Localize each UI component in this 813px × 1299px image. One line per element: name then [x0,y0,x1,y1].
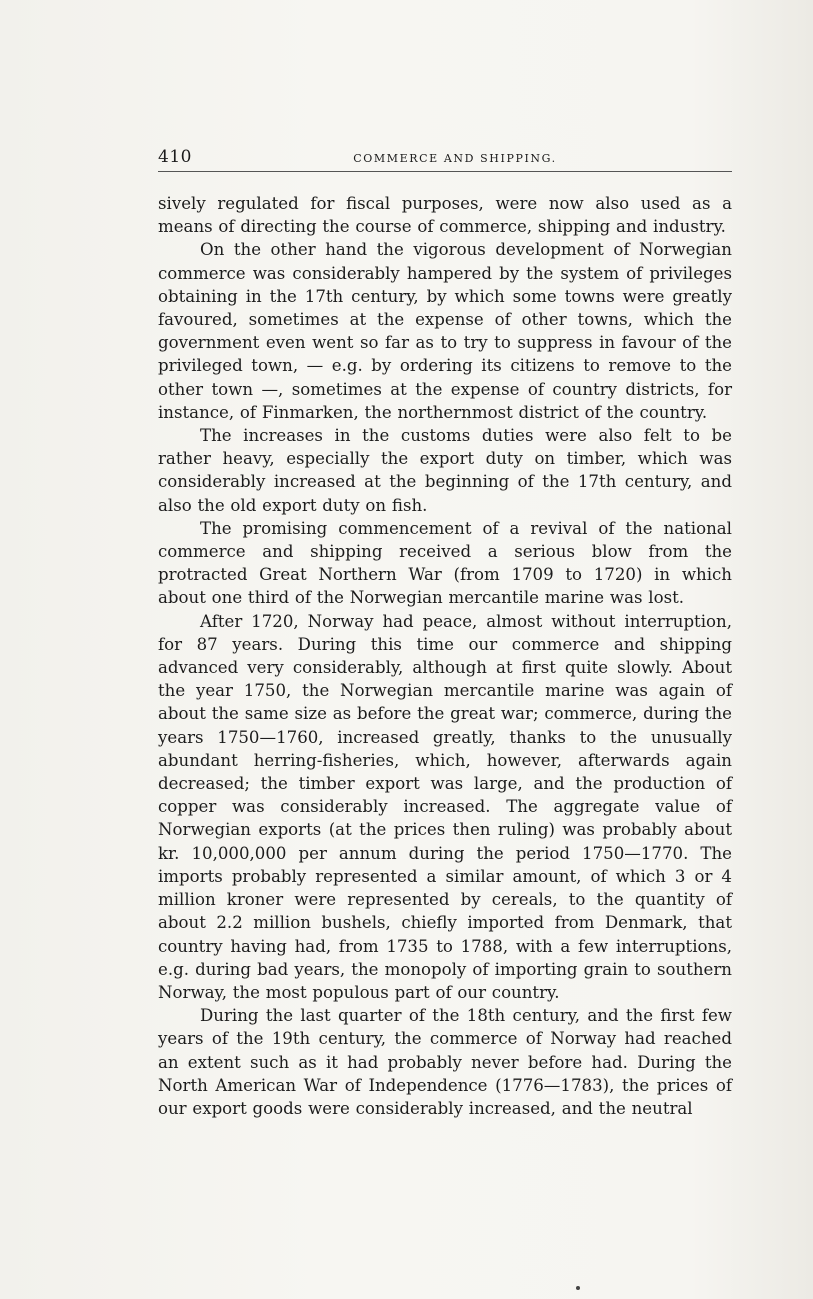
running-head: COMMERCE AND SHIPPING. [353,152,557,165]
paragraph-3: The increases in the customs duties were also felt to be rather heavy, especially the export duty on timber, which was considerably increased at the beginning of the 17th century, and also the old export duty on fish. [158,426,732,515]
paragraph-6: During the last quarter of the 18th century, and the first few years of the 19th century, the commerce of Norway had reached an extent such as it had probably never before had. During the North American War of Independence (1776—1783), the prices of our export goods were considerably increased, and the neutral [158,1006,732,1118]
paragraph-1: sively regulated for fiscal purposes, were now also used as a means of directing the course of commerce, shipping and industry. [158,194,732,237]
body-text [158,192,732,1120]
paragraph-4: The promising commencement of a revival of the national commerce and shipping received a serious blow from the protracted Great Northern War (from 1709 to 1720) in which about one third of the Norwegian mercantile marine was lost. [158,518,732,608]
page-header [158,147,732,172]
page-number: 410 [158,147,192,167]
paragraph-2: On the other hand the vigorous development of Norwegian commerce was considerably hampered by the system of privileges obtaining in the 17th century, by which some towns were greatly favoured, sometimes at the expense of other towns, which the government even went so far as to try to suppress in favour of the privileged town, — e.g. by ordering its citizens to remove to the other town —, sometimes at the expense of country districts, for instance, of Finmarken, the northernmost district of the country. [158,240,732,422]
paragraph-5: After 1720, Norway had peace, almost without interruption, for 87 years. During this time our commerce and shipping advanced very considerably, although at first quite slowly. About the year 1750, the Norwegian mercantile marine was again of about the same size as before the great war; commerce, during the years 1750—1760, increased greatly, thanks to the unusually abundant herring-fisheries, which, however, afterwards again decreased; the timber export was large, and the production of copper was considerably increased. The aggregate value of Norwegian exports (at the prices then ruling) was probably about kr. 10,000,000 per annum during the period 1750—1770. The imports probably represented a similar amount, of which 3 or 4 million kroner were represented by cereals, to the quantity of about 2.2 million bushels, chiefly imported from Denmark, that country having had, from 1735 to 1788, with a few interruptions, e.g. during bad years, the monopoly of importing grain to southern Norway, the most populous part of our country. [158,611,732,1002]
page-speck [576,1286,580,1290]
